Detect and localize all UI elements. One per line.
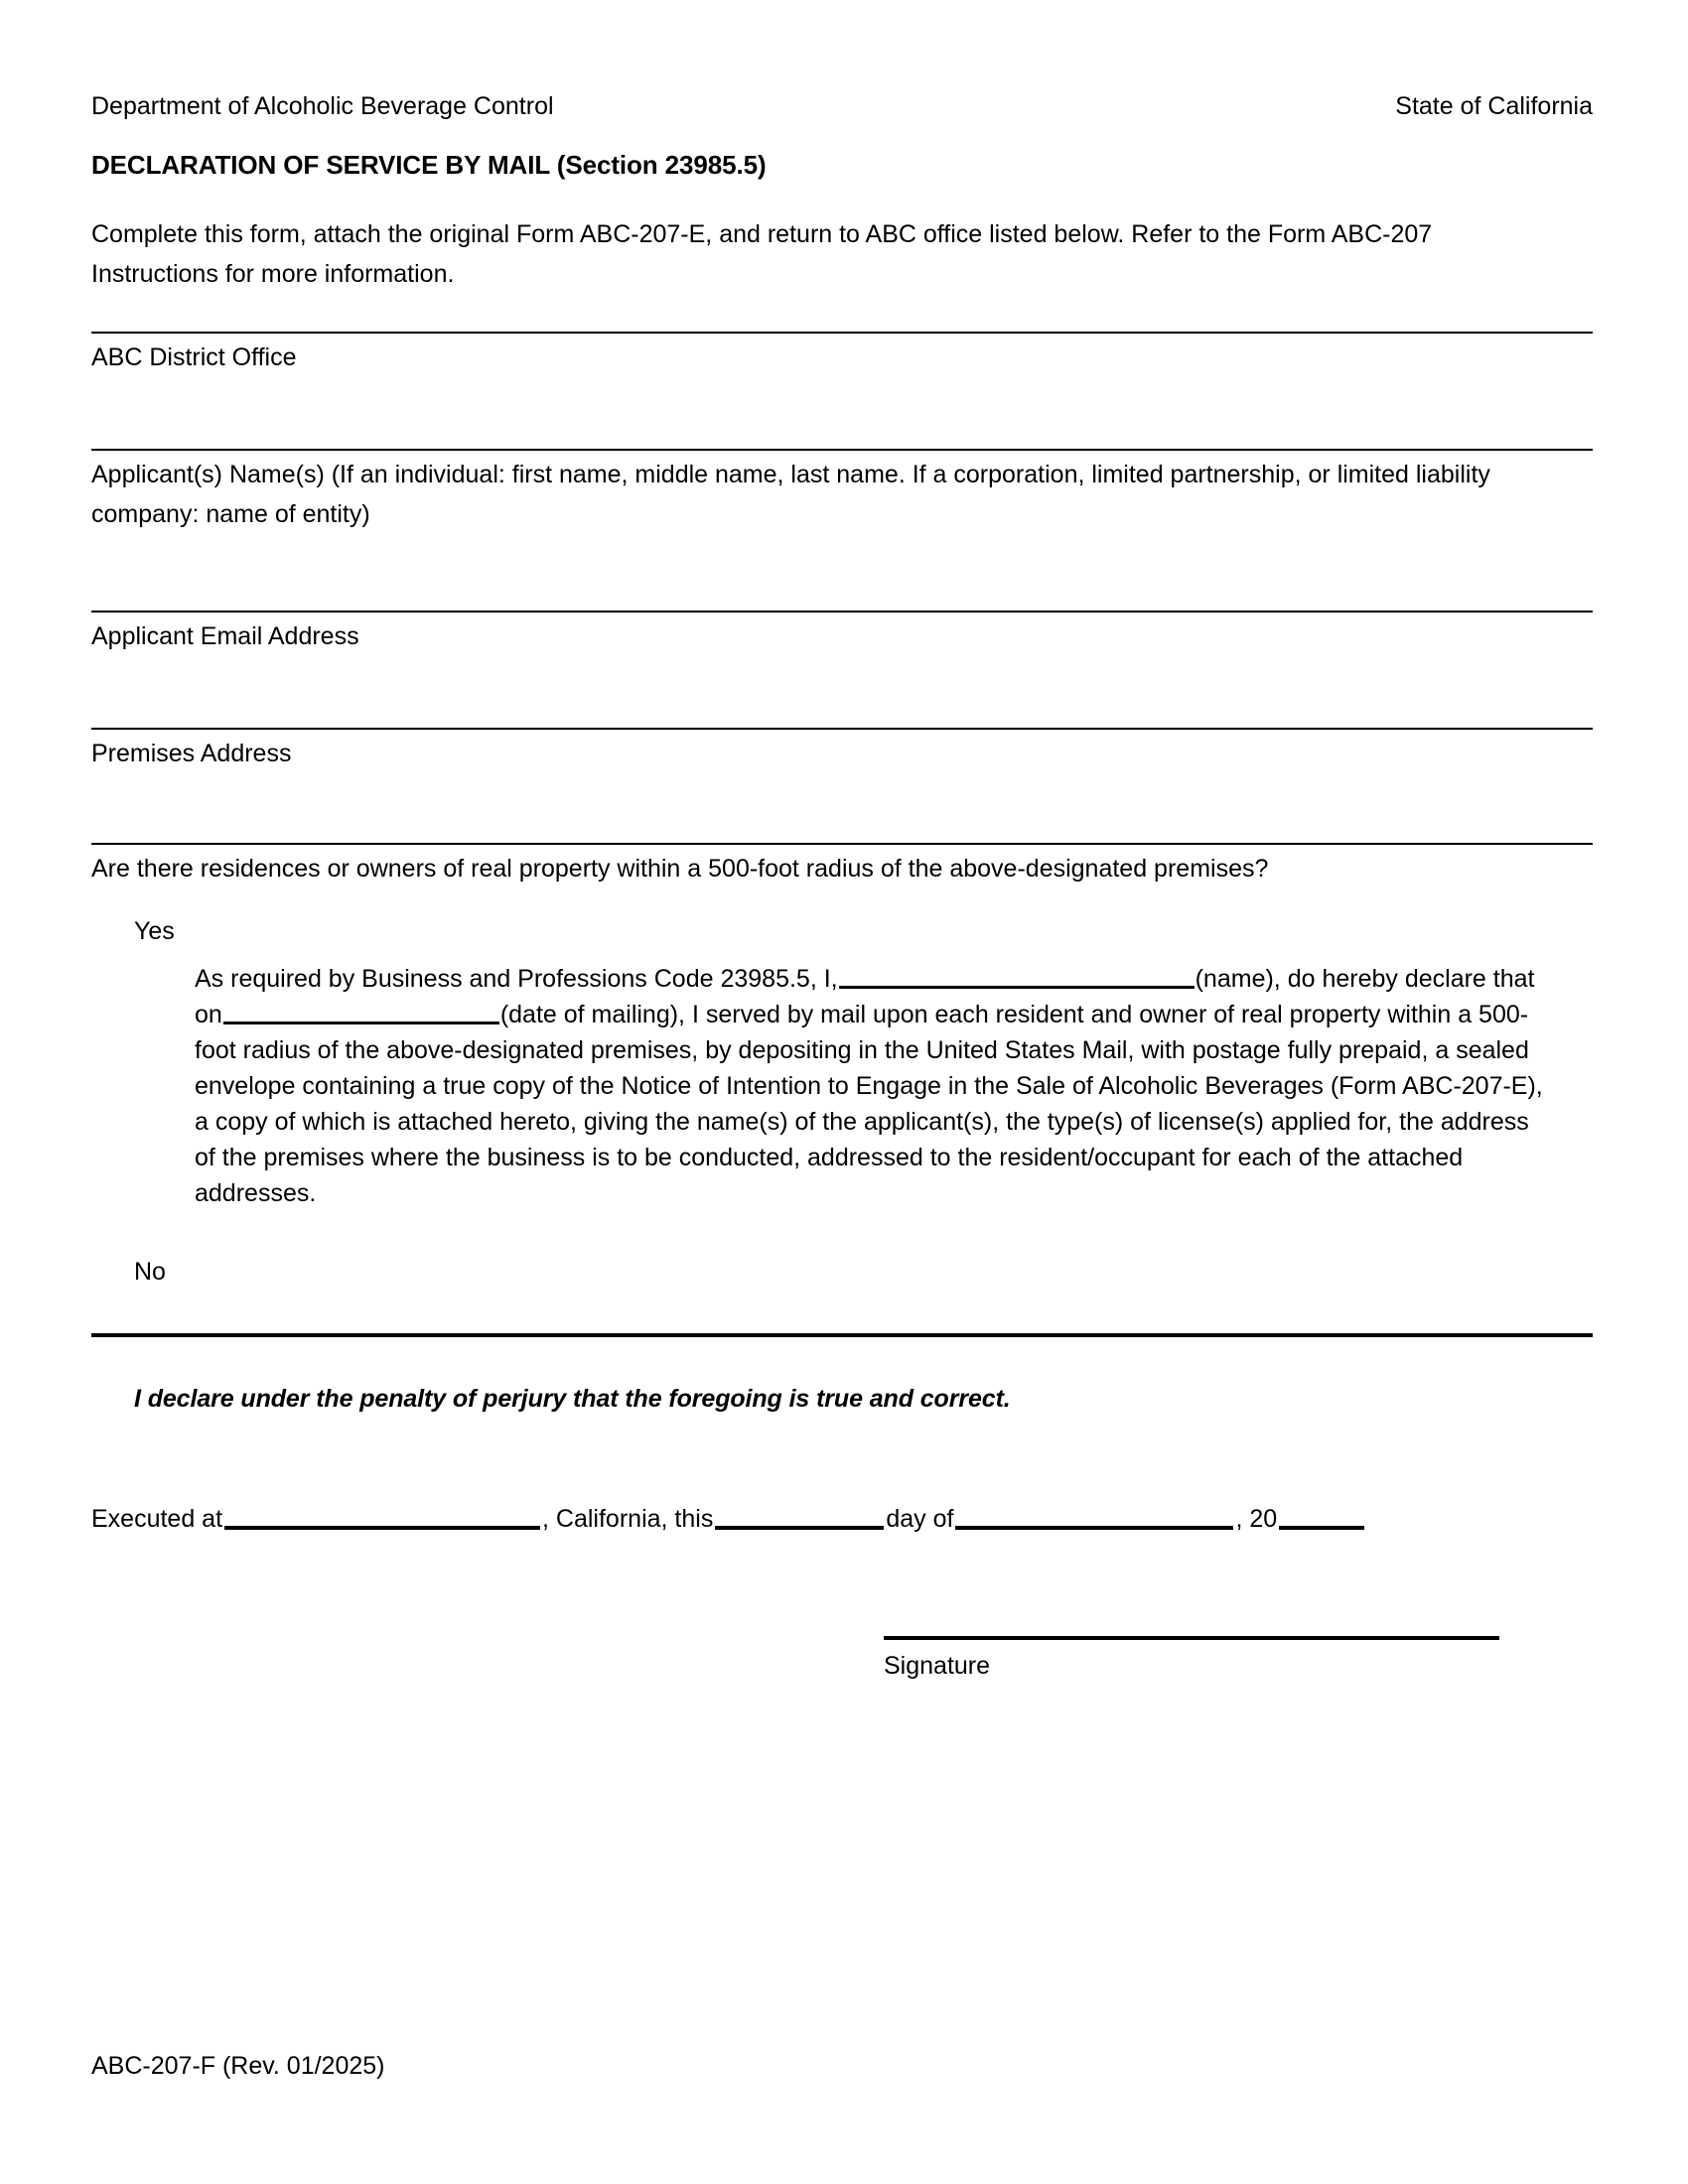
executed-at-label: Executed at: [91, 1505, 223, 1533]
blank-line-city[interactable]: [224, 1503, 540, 1530]
form-revision-footer: ABC-207-F (Rev. 01/2025): [91, 2052, 385, 2080]
field-input-applicant-email[interactable]: [91, 657, 1593, 719]
option-no-label[interactable]: No: [134, 1258, 166, 1286]
declaration-part-3: (date of mailing), I served by mail upon each resident and owner of real property within a 500-foot radius of the above-designated premises, by depositing in the United States Mail, with postage fully prepaid, a sealed envelope containing a true copy of the Notice of Intention to Engage in the Sale of Alcoholic Beverages (Form ABC-207-E), a copy of which is attached hereto, giving the name(s) of the applicant(s), the type(s) of license(s) applied for, the address of the premises where the business is to be conducted, addressed to the resident/occupant for each of the attached addresses.: [195, 1001, 1543, 1207]
form-instructions: Complete this form, attach the original Form ABC-207-E, and return to ABC office listed below. Refer to the Form ABC-207 Instructions for more information.: [91, 220, 1433, 288]
california-this-label: , California, this: [542, 1505, 714, 1533]
declaration-paragraph: [195, 961, 1550, 1211]
section-divider-thick: [91, 1333, 1593, 1337]
state-name: State of California: [1395, 92, 1593, 120]
department-name: Department of Alcoholic Beverage Control: [91, 92, 554, 120]
field-rule-premises-address: [91, 728, 1593, 730]
option-yes-label[interactable]: Yes: [134, 917, 175, 945]
blank-line-date[interactable]: [223, 998, 499, 1024]
document-header: [91, 91, 1593, 121]
blank-line-month[interactable]: [955, 1503, 1233, 1530]
day-of-label: day of: [886, 1505, 954, 1533]
field-rule-applicant-names: [91, 449, 1593, 451]
execution-line: [91, 1501, 1366, 1537]
blank-line-year[interactable]: [1279, 1503, 1364, 1530]
page-title: DECLARATION OF SERVICE BY MAIL (Section 23985.5): [91, 150, 767, 180]
field-input-district-office[interactable]: [91, 377, 1593, 447]
field-rule-radius-question: [91, 843, 1593, 845]
field-label-premises-address: Premises Address: [91, 740, 292, 767]
declaration-part-2: (name), do hereby declare that on: [195, 965, 1535, 1028]
field-label-applicant-names: Applicant(s) Name(s) (If an individual: first name, middle name, last name. If a corporation, limited partnership, or limited liability company: name of entity): [91, 461, 1490, 528]
year-prefix-label: , 20: [1235, 1505, 1278, 1533]
signature-line[interactable]: [884, 1636, 1499, 1640]
question-radius-text: Are there residences or owners of real property within a 500-foot radius of the above-designated premises?: [91, 855, 1269, 883]
perjury-statement: I declare under the penalty of perjury that the foregoing is true and correct.: [134, 1385, 1011, 1413]
field-label-applicant-email: Applicant Email Address: [91, 622, 359, 650]
field-input-premises-address[interactable]: [91, 774, 1593, 836]
blank-line-day[interactable]: [715, 1503, 884, 1530]
declaration-part-1: As required by Business and Professions Code 23985.5, I,: [195, 965, 838, 993]
field-rule-district-office: [91, 332, 1593, 334]
signature-label: Signature: [884, 1652, 991, 1680]
field-label-district-office: ABC District Office: [91, 343, 297, 371]
field-rule-applicant-email: [91, 611, 1593, 613]
blank-line-name[interactable]: [839, 962, 1195, 989]
